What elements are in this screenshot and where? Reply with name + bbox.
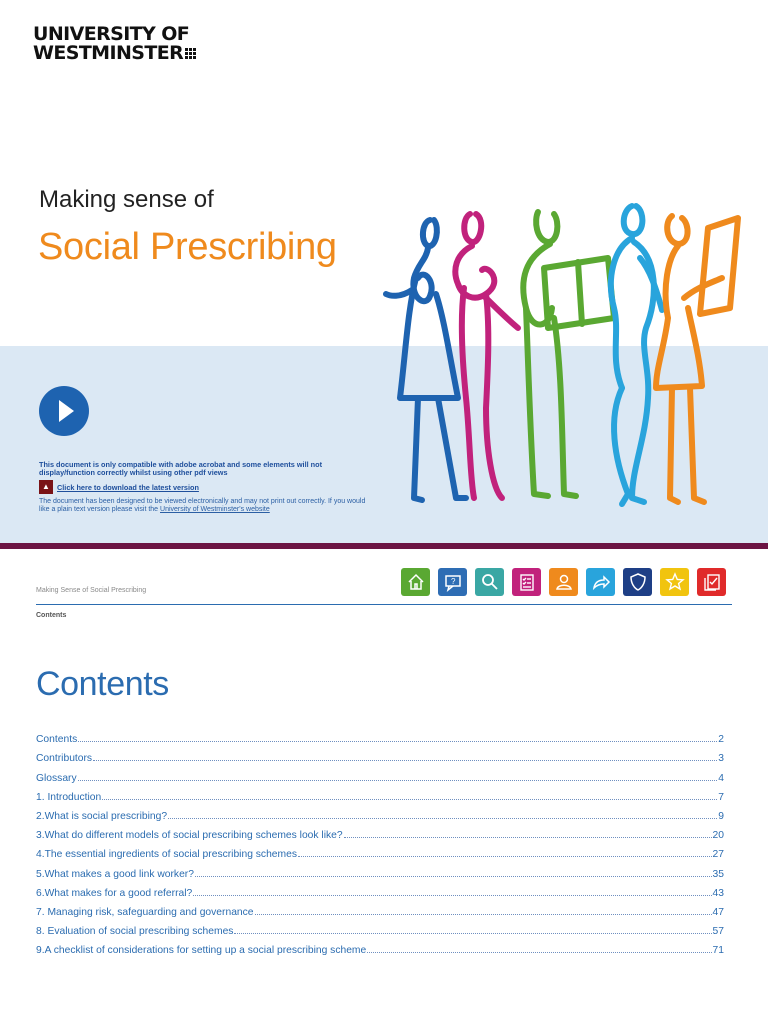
nav-checklist-button[interactable] [512, 568, 541, 596]
university-logo [33, 25, 197, 63]
toc-entry[interactable] [36, 803, 724, 822]
toc-entry-label: 8. Evaluation of social prescribing schemes [36, 926, 234, 938]
university-website-link[interactable]: University of Westminster's website [160, 506, 270, 513]
toc-entry[interactable] [36, 764, 724, 783]
toc-entry-page: 35 [712, 868, 724, 880]
question-icon [443, 572, 463, 592]
nav-star-button[interactable] [660, 568, 689, 596]
toc-entry[interactable] [36, 899, 724, 918]
toc-leader-dots [78, 741, 717, 742]
toc-leader-dots [367, 952, 711, 953]
logo-grid-icon [185, 48, 197, 60]
toc-entry-page: 2 [718, 734, 724, 746]
nav-home-button[interactable] [401, 568, 430, 596]
play-button[interactable] [39, 386, 89, 436]
toc-entry[interactable] [36, 918, 724, 937]
share-arrow-icon [591, 572, 611, 592]
toc-entry-label: 3.What do different models of social prescribing schemes look like? [36, 830, 343, 842]
nav-icon-bar [401, 568, 726, 596]
print-note [39, 498, 369, 514]
toc-leader-dots [93, 760, 717, 761]
toc-entry[interactable] [36, 841, 724, 860]
toc-entry-page: 47 [712, 906, 724, 918]
toc-leader-dots [195, 876, 712, 877]
breadcrumb: Contents [36, 612, 67, 619]
toc-leader-dots [255, 914, 712, 915]
document-icon [702, 572, 722, 592]
download-row [39, 480, 199, 494]
nav-search-button[interactable] [475, 568, 504, 596]
cover-title: Social Prescribing [38, 226, 337, 268]
star-icon [665, 572, 685, 592]
toc-entry-page: 57 [712, 926, 724, 938]
section-divider [0, 543, 768, 549]
toc-entry[interactable] [36, 726, 724, 745]
toc-entry-label: 7. Managing risk, safeguarding and governance [36, 906, 254, 918]
print-note-text: The document has been designed to be viewed electronically and may not print out correctly. If you would like a plain text version please visit the [39, 498, 366, 513]
toc-entry[interactable] [36, 784, 724, 803]
toc-entry-label: 5.What makes a good link worker? [36, 868, 194, 880]
toc-entry[interactable] [36, 822, 724, 841]
toc-entry-label: Contributors [36, 753, 93, 765]
home-icon [406, 572, 426, 592]
toc-entry[interactable] [36, 860, 724, 879]
running-header: Making Sense of Social Prescribing [36, 587, 147, 594]
toc-entry[interactable] [36, 880, 724, 899]
table-of-contents [36, 726, 724, 956]
toc-entry-page: 20 [712, 830, 724, 842]
toc-entry-label: 4.The essential ingredients of social prescribing schemes [36, 849, 297, 861]
nav-person-button[interactable] [549, 568, 578, 596]
people-illustration [378, 198, 748, 520]
toc-entry[interactable] [36, 745, 724, 764]
person-icon [554, 572, 574, 592]
toc-entry-page: 7 [718, 791, 724, 803]
toc-leader-dots [78, 780, 718, 781]
toc-entry-page: 9 [718, 810, 724, 822]
toc-entry[interactable] [36, 937, 724, 956]
nav-question-button[interactable] [438, 568, 467, 596]
toc-entry-label: 1. Introduction [36, 791, 102, 803]
nav-document-button[interactable] [697, 568, 726, 596]
toc-entry-label: 6.What makes for a good referral? [36, 887, 193, 899]
toc-entry-page: 43 [712, 887, 724, 899]
toc-entry-label: Glossary [36, 772, 77, 784]
toc-leader-dots [102, 799, 717, 800]
toc-leader-dots [298, 856, 712, 857]
toc-entry-page: 27 [712, 849, 724, 861]
toc-entry-page: 71 [712, 945, 724, 957]
svg-text:?: ? [450, 577, 455, 586]
toc-entry-page: 3 [718, 753, 724, 765]
cover-subtitle: Making sense of [39, 186, 214, 213]
header-rule [36, 604, 732, 605]
toc-leader-dots [344, 837, 712, 838]
logo-line-2: WESTMINSTER [33, 42, 184, 64]
toc-leader-dots [234, 933, 711, 934]
nav-shield-button[interactable] [623, 568, 652, 596]
compatibility-notice: This document is only compatible with adobe acrobat and some elements will not display/function correctly whilst using other pdf views [39, 460, 323, 477]
shield-icon [628, 572, 648, 592]
search-icon [480, 572, 500, 592]
logo-line-1: UNIVERSITY OF [33, 23, 190, 45]
nav-share-button[interactable] [586, 568, 615, 596]
toc-entry-label: Contents [36, 734, 78, 746]
toc-entry-label: 9.A checklist of considerations for setting up a social prescribing scheme [36, 945, 367, 957]
contents-heading: Contents [36, 665, 169, 703]
download-link[interactable]: Click here to download the latest version [57, 482, 199, 492]
checklist-icon [517, 572, 537, 592]
toc-entry-label: 2.What is social prescribing? [36, 810, 168, 822]
toc-leader-dots [193, 895, 711, 896]
pdf-icon: ▲ [39, 480, 53, 494]
toc-entry-page: 4 [718, 772, 724, 784]
toc-leader-dots [168, 818, 717, 819]
